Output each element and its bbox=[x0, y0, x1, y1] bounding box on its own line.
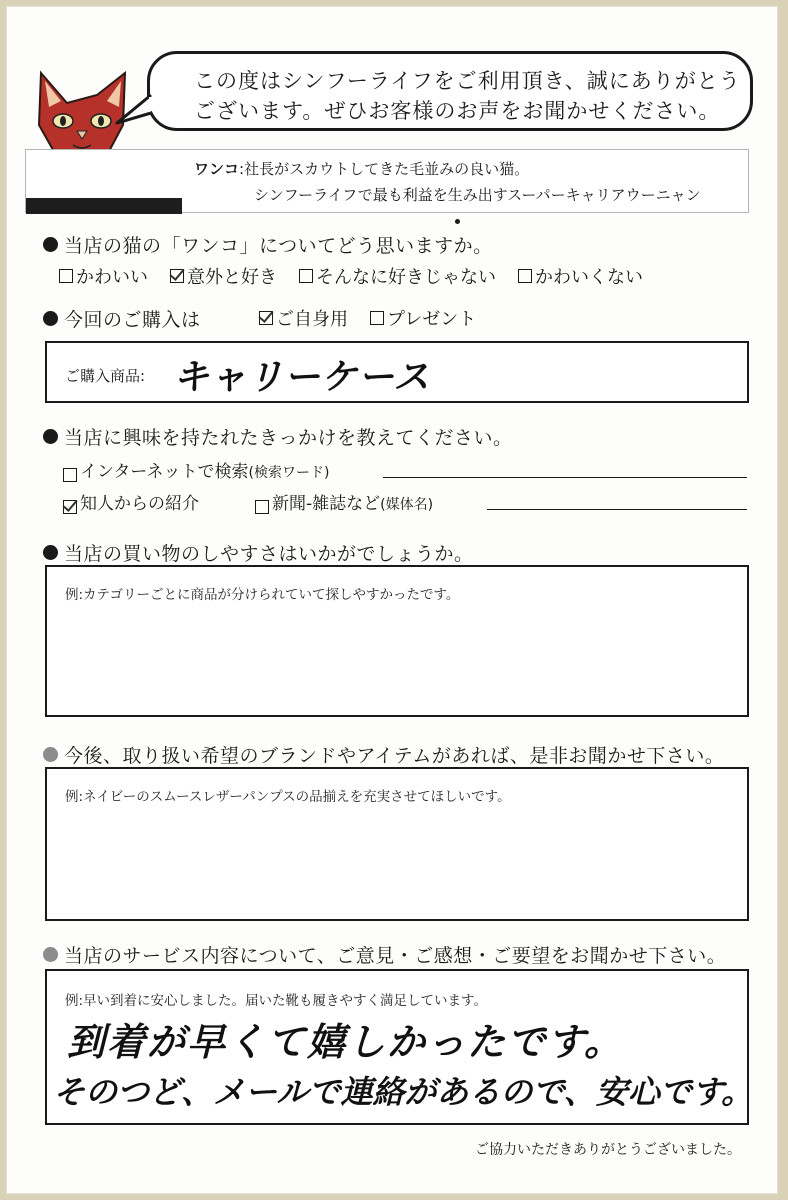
greeting-line-1: この度はシンフーライフをご利用頂き、誠にありがとう bbox=[194, 69, 741, 93]
product-box[interactable] bbox=[45, 341, 749, 403]
bullet-icon bbox=[43, 311, 58, 326]
bullet-icon bbox=[43, 545, 58, 560]
option-not-cute[interactable]: かわいくない bbox=[518, 263, 643, 289]
example-text: 例:早い到着に安心しました。届いた靴も履きやすく満足しています。 bbox=[65, 993, 487, 1009]
feedback-handwritten-line-1: 到着が早くて嬉しかったです。 bbox=[67, 1020, 624, 1064]
ease-of-shopping-box[interactable] bbox=[45, 565, 749, 717]
checkbox[interactable] bbox=[370, 311, 384, 325]
greeting-line-2: ございます。ぜひお客様のお声をお聞かせください。 bbox=[194, 99, 721, 123]
greeting-speech-bubble bbox=[147, 51, 753, 131]
pen-mark bbox=[455, 219, 460, 224]
search-word-line[interactable] bbox=[383, 477, 747, 478]
mascot-name: ワンコ bbox=[194, 160, 240, 178]
option-media[interactable]: 新聞-雑誌など (媒体名) bbox=[255, 489, 433, 514]
product-label: ご購入商品: bbox=[65, 367, 146, 385]
cat-opinion-options bbox=[59, 263, 665, 289]
option-surprisingly-like[interactable]: 意外と好き bbox=[170, 263, 277, 289]
service-feedback-box[interactable] bbox=[45, 969, 754, 1125]
checkbox[interactable] bbox=[59, 269, 73, 283]
info-band bbox=[26, 198, 182, 214]
option-present[interactable]: プレゼント bbox=[370, 305, 476, 331]
mascot-info-box bbox=[25, 149, 749, 213]
thank-you-footer: ご協力いただきありがとうございました。 bbox=[475, 1142, 741, 1158]
bullet-icon bbox=[43, 429, 58, 444]
speech-bubble-tail bbox=[115, 93, 155, 127]
bullet-icon bbox=[43, 947, 58, 962]
survey-card bbox=[6, 6, 778, 1194]
mascot-desc-1: :社長がスカウトしてきた毛並みの良い猫。 bbox=[239, 160, 530, 178]
question-interest-reason: 当店に興味を持たれたきっかけを教えてください。 bbox=[43, 423, 513, 450]
product-handwritten: キャリーケース bbox=[173, 357, 431, 398]
mascot-desc-2: シンフーライフで最も利益を生み出すスーパーキャリアウーニャン bbox=[254, 186, 701, 204]
example-text: 例:ネイビーのスムースレザーパンプスの品揃えを充実させてほしいです。 bbox=[65, 789, 511, 805]
checkbox[interactable] bbox=[63, 468, 77, 482]
question-brand-request: 今後、取り扱い希望のブランドやアイテムがあれば、是非お聞かせ下さい。 bbox=[43, 741, 724, 768]
brand-request-box[interactable] bbox=[45, 767, 749, 921]
option-self-use[interactable]: ご自身用 bbox=[259, 305, 348, 331]
checkbox[interactable] bbox=[299, 269, 313, 283]
checkbox[interactable] bbox=[518, 269, 532, 283]
purchase-purpose-options bbox=[259, 305, 498, 331]
checkbox-checked[interactable] bbox=[170, 269, 184, 283]
media-name-line[interactable] bbox=[487, 509, 747, 510]
question-cat-opinion: 当店の猫の「ワンコ」についてどう思いますか。 bbox=[43, 231, 493, 258]
question-ease-of-shopping: 当店の買い物のしやすさはいかがでしょうか。 bbox=[43, 539, 474, 566]
option-cute[interactable]: かわいい bbox=[59, 263, 148, 289]
checkbox-checked[interactable] bbox=[259, 311, 273, 325]
checkbox-checked[interactable] bbox=[63, 500, 77, 514]
option-friend-referral[interactable]: 知人からの紹介 bbox=[63, 489, 199, 514]
example-text: 例:カテゴリーごとに商品が分けられていて探しやすかったです。 bbox=[65, 587, 460, 603]
bullet-icon bbox=[43, 237, 58, 252]
feedback-handwritten-line-2: そのつど、メールで連絡があるので、安心です。 bbox=[53, 1073, 754, 1111]
question-purchase-purpose: 今回のご購入は bbox=[43, 305, 201, 332]
option-internet-search[interactable]: インターネットで検索 (検索ワード) bbox=[63, 457, 329, 482]
option-not-so-like[interactable]: そんなに好きじゃない bbox=[299, 263, 496, 289]
question-service-feedback: 当店のサービス内容について、ご意見・ご感想・ご要望をお聞かせ下さい。 bbox=[43, 941, 726, 968]
bullet-icon bbox=[43, 747, 58, 762]
checkbox[interactable] bbox=[255, 500, 269, 514]
